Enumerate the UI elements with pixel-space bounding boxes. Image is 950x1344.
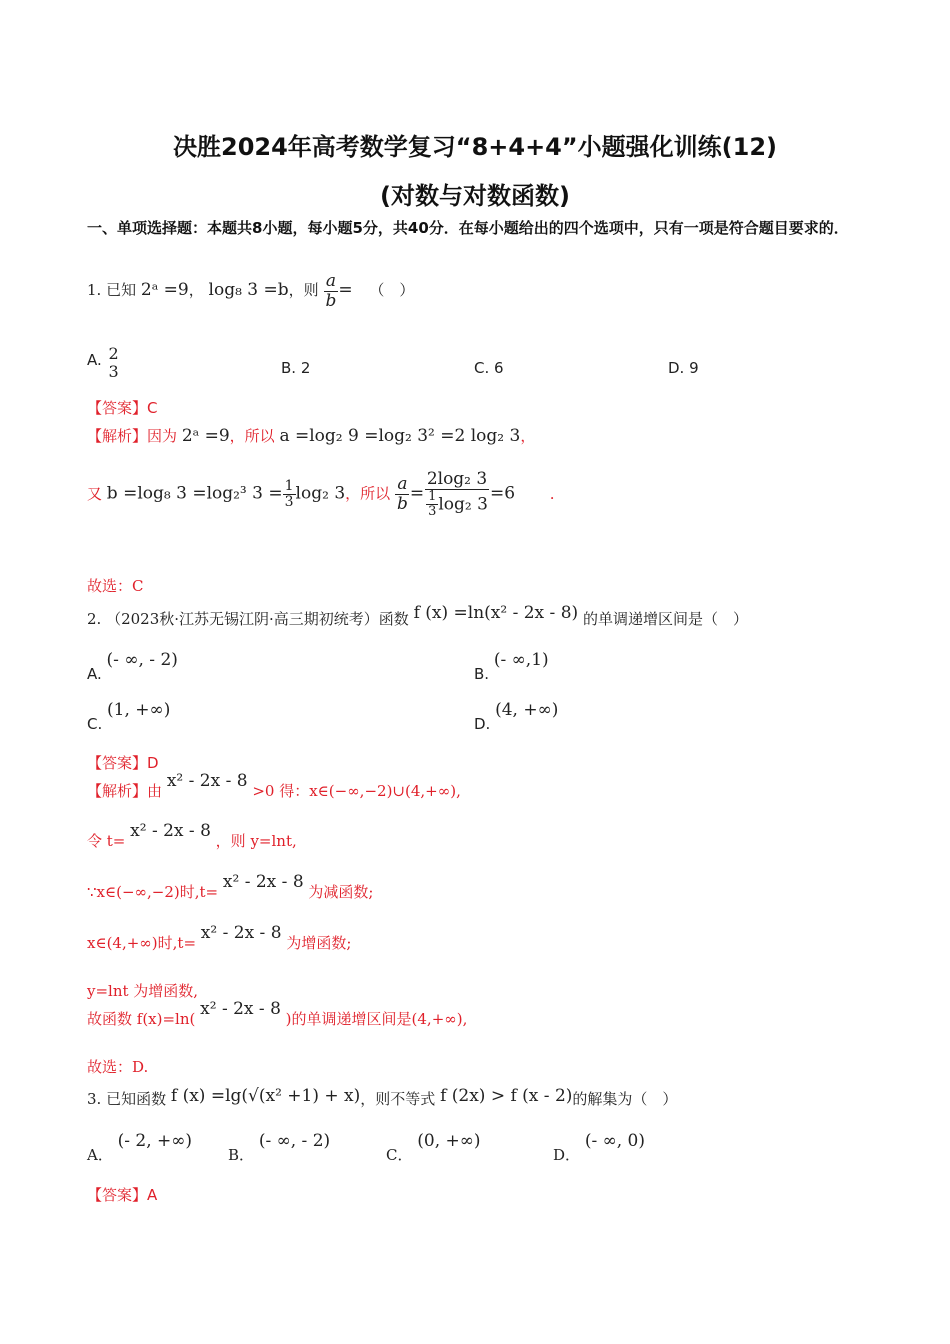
q1-equals: = bbox=[338, 280, 353, 301]
q1-answer: 【答案】C bbox=[87, 399, 158, 417]
q1-analysis-line2: 又 b =log₈ 3 =log₂³ 3 = $\frac{1}{3}$ log₂ 3，所以 $\frac{a}{b}$ = 2log₂ 3 $\frac{1}{3}$ log₂ 3 =6 . bbox=[87, 469, 555, 519]
page-title: 决胜2024年高考数学复习“8+4+4”小题强化训练(12) bbox=[173, 133, 777, 161]
q2-answer: 【答案】D bbox=[87, 754, 159, 772]
q2-function: f (x) =ln(x² - 2x - 8) bbox=[413, 603, 579, 623]
q2-option-b: B. (- ∞,1) bbox=[474, 650, 549, 683]
q2-option-c: C. (1, +∞) bbox=[87, 700, 171, 733]
q3-answer: 【答案】A bbox=[87, 1186, 158, 1204]
q1-prefix: 1. 已知 bbox=[87, 281, 137, 300]
q2-conclusion: 故选：D. bbox=[87, 1058, 149, 1076]
q1-eq1: 2ᵃ =9 bbox=[140, 280, 189, 301]
q1-eq2: log₈ 3 =b bbox=[208, 280, 289, 301]
question-1 bbox=[87, 272, 414, 310]
q2-analysis-line3: ∵x∈(−∞,−2)时,t= x² - 2x - 8 为减函数; bbox=[87, 872, 374, 901]
question-2: 2. （2023秋·江苏无锡江阴·高三期初统考）函数 f (x) =ln(x² - 2x - 8) 的单调递增区间是（ ） bbox=[87, 603, 748, 628]
question-3: 3. 已知函数 f (x) =lg(√(x² +1) + x)，则不等式 f (2x) > f (x - 2)的解集为（ ） bbox=[87, 1086, 678, 1108]
q2-analysis-line2: 令 t= x² - 2x - 8 ，则 y=lnt, bbox=[87, 821, 297, 850]
q3-option-a: A． (- 2, +∞) bbox=[87, 1131, 193, 1164]
q3-option-d: D． (- ∞, 0) bbox=[553, 1131, 646, 1164]
q2-analysis-line6: 故函数 f(x)=ln( x² - 2x - 8 )的单调递增区间是(4,+∞), bbox=[87, 999, 468, 1028]
q1-mid: ，则 bbox=[288, 281, 319, 300]
q3-option-b: B． (- ∞, - 2) bbox=[228, 1131, 331, 1164]
q1-option-b: B. 2 bbox=[281, 359, 311, 377]
section-header: 一、单项选择题：本题共8小题，每小题5分，共40分．在每小题给出的四个选项中，只有一项是符合题目要求的． bbox=[87, 219, 849, 237]
q1-conclusion: 故选：C bbox=[87, 577, 144, 595]
q3-inequality: f (2x) > f (x - 2) bbox=[440, 1086, 573, 1106]
q1-blank: （ ） bbox=[369, 281, 415, 300]
q2-analysis-line1: 【解析】由 x² - 2x - 8 >0 得：x∈(−∞,−2)∪(4,+∞), bbox=[87, 771, 461, 800]
q3-function: f (x) =lg(√(x² +1) + x) bbox=[170, 1086, 361, 1106]
q1-option-c: C. 6 bbox=[474, 359, 504, 377]
q1-analysis-line1: 【解析】因为 2ᵃ =9，所以 a =log₂ 9 =log₂ 3² =2 log₂ 3， bbox=[87, 426, 536, 446]
page-subtitle: (对数与对数函数) bbox=[380, 182, 570, 210]
q2-option-a: A. (- ∞, - 2) bbox=[87, 650, 178, 683]
q1-fraction: $\frac{a}{b}$ bbox=[325, 271, 337, 311]
q1-option-d: D. 9 bbox=[668, 359, 699, 377]
q2-analysis-line5: y=lnt 为增函数, bbox=[87, 982, 199, 1000]
q3-option-c: C． (0, +∞) bbox=[386, 1131, 481, 1164]
q1-option-a: A. 2 3 bbox=[87, 344, 119, 381]
q1-option-a-fraction: 2 3 bbox=[108, 344, 119, 381]
q1-comma: ， bbox=[188, 281, 204, 300]
q2-analysis-line4: x∈(4,+∞)时,t= x² - 2x - 8 为增函数; bbox=[87, 923, 352, 952]
q2-option-d: D. (4, +∞) bbox=[474, 700, 559, 733]
